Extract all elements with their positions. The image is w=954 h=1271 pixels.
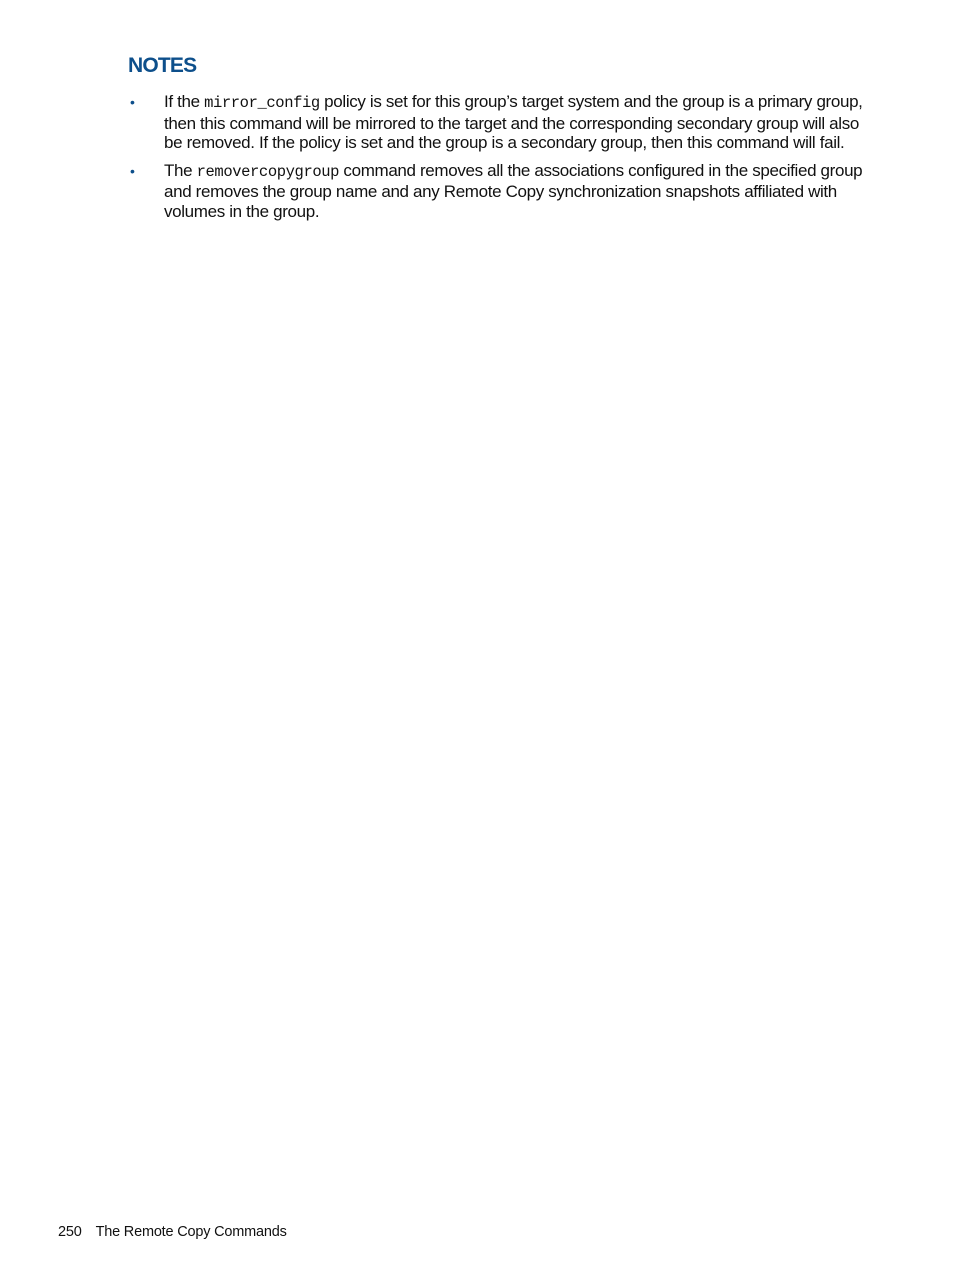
notes-list [128,92,873,229]
footer-section-title: The Remote Copy Commands [95,1224,287,1240]
code-removercopygroup: removercopygroup [196,162,340,181]
note-text-prefix: If the [164,92,205,111]
notes-heading: NOTES [128,54,197,77]
note-text-suffix: command removes all the associations configured in the specified group and removes the group name and any Remote Copy synchronization snapshots affiliated with volumes in the group. [164,160,863,221]
page-number: 250 [58,1224,82,1240]
note-text-prefix: The [164,160,197,180]
bullet-icon: • [130,94,135,110]
bullet-icon: • [130,162,135,179]
note-item-removercopygroup [128,161,873,222]
note-item-mirror-config [128,92,873,153]
page-footer [58,1223,287,1241]
note-text-suffix: policy is set for this group’s target system and the group is a primary group, then this command will be mirrored to the target and the corresponding secondary group will also be removed. If the policy is set and the group is a secondary group, then this command will fail. [164,92,863,152]
code-mirror-config: mirror_config [204,94,320,112]
